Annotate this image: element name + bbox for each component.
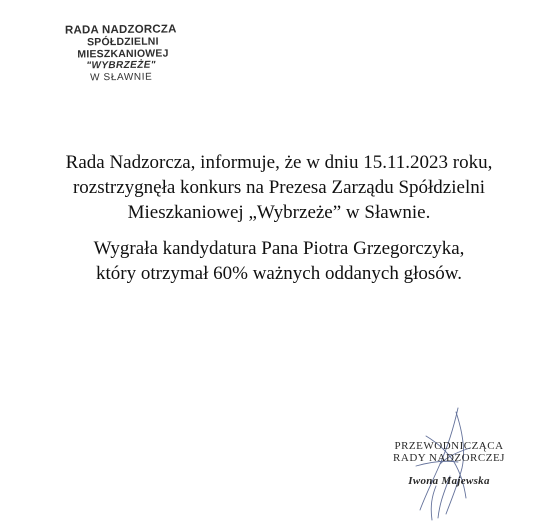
cooperative-stamp: [46, 23, 197, 85]
announcement-line: Mieszkaniowej „Wybrzeże” w Sławnie.: [127, 202, 431, 223]
announcement-line: rozstrzygnęła konkurs na Prezesa Zarządu Spółdzielni: [72, 177, 486, 198]
chairperson-stamp: [364, 440, 534, 487]
announcement-body: [0, 150, 558, 286]
chairperson-title: PRZEWODNICZĄCA: [394, 440, 504, 452]
announcement-line: Rada Nadzorcza, informuje, że w dniu 15.11.2023 roku,: [65, 152, 493, 173]
announcement-line: Wygrała kandydatura Pana Piotra Grzegorczyka,: [93, 238, 465, 259]
stamp-line-council: RADA NADZORCZA: [64, 23, 177, 37]
stamp-line-name: "WYBRZEŻE": [86, 59, 156, 72]
stamp-line-cooperative: SPÓŁDZIELNI MIESZKANIOWEJ: [77, 35, 169, 61]
announcement-paragraph-1: [0, 150, 558, 225]
council-title: RADY NADZORCZEJ: [393, 452, 505, 464]
announcement-line: który otrzymał 60% ważnych oddanych głosów.: [95, 263, 462, 284]
announcement-paragraph-2: [0, 236, 558, 286]
stamp-line-town: W SŁAWNIE: [90, 71, 153, 84]
chairperson-name: Iwona Majewska: [408, 475, 490, 487]
